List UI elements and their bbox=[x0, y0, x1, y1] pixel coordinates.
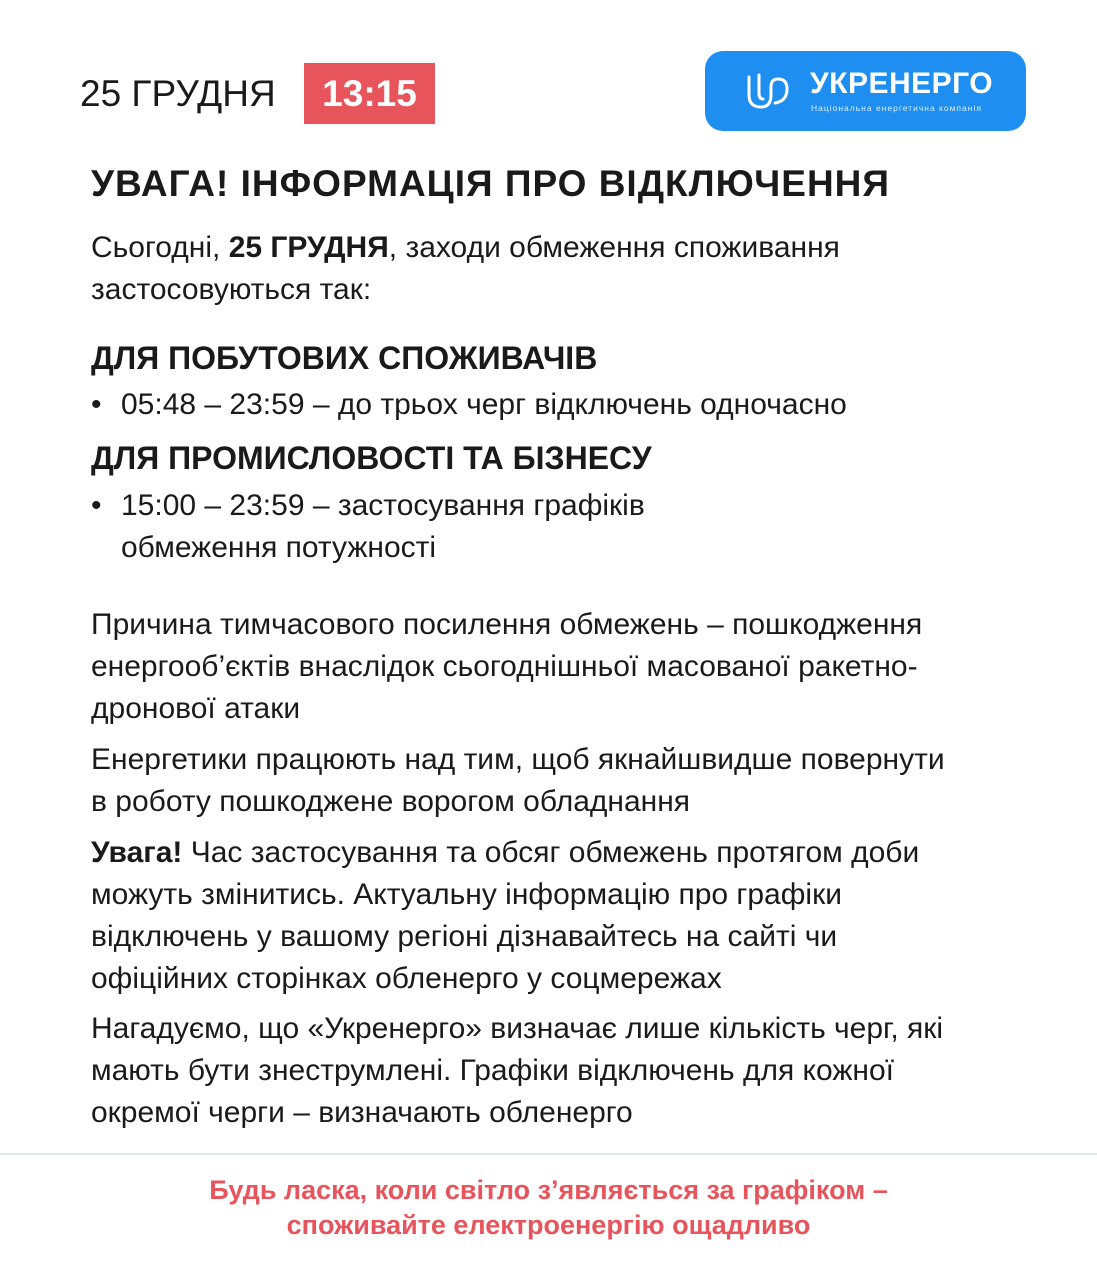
bullet: • bbox=[91, 489, 102, 522]
warning-line-3: відключень у вашому регіоні дізнавайтесь на сайті чи bbox=[91, 920, 838, 953]
warning-line-1: Увага! Час застосування та обсяг обмежень протягом доби bbox=[91, 836, 920, 869]
work-line-1: Енергетики працюють над тим, щоб якнайшвидше повернути bbox=[91, 743, 945, 776]
warning-line-4: офіційних сторінках обленерго у соцмережах bbox=[91, 962, 722, 995]
reason-line-3: дронової атаки bbox=[91, 692, 301, 725]
reason-paragraph bbox=[91, 604, 922, 730]
warning-line-2: можуть змінитись. Актуальну інформацію про графіки bbox=[91, 878, 842, 911]
industry-item-line-2: обмеження потужності bbox=[121, 531, 437, 564]
logo-subtitle: Національна енергетична компанія bbox=[811, 103, 982, 113]
reminder-line-3: окремої черги – визначають обленерго bbox=[91, 1096, 633, 1129]
ukrenergo-logo bbox=[705, 51, 1026, 131]
intro-line-1: Сьогодні, 25 ГРУДНЯ, заходи обмеження споживання bbox=[91, 231, 840, 264]
reminder-line-1: Нагадуємо, що «Укренерго» визначає лише кількість черг, які bbox=[91, 1012, 944, 1045]
industry-item-line-1: 15:00 – 23:59 – застосування графіків bbox=[121, 489, 645, 522]
bullet: • bbox=[91, 388, 102, 421]
reason-line-1: Причина тимчасового посилення обмежень – пошкодження bbox=[91, 608, 923, 641]
warning-bold: Увага! bbox=[91, 836, 183, 869]
ukrenergo-logo-icon bbox=[745, 71, 797, 111]
intro-paragraph bbox=[91, 227, 840, 311]
page-title: УВАГА! ІНФОРМАЦІЯ ПРО ВІДКЛЮЧЕННЯ bbox=[91, 163, 890, 204]
date-label: 25 ГРУДНЯ bbox=[80, 73, 276, 114]
reminder-line-2: мають бути знеструмлені. Графіки відключень для кожної bbox=[91, 1054, 894, 1087]
intro-date: 25 ГРУДНЯ bbox=[228, 231, 389, 264]
footer-line-2: споживайте електроенергію ощадливо bbox=[286, 1210, 811, 1240]
reason-line-2: енергооб’єктів внаслідок сьогоднішньої масованої ракетно- bbox=[91, 650, 918, 683]
reminder-paragraph bbox=[91, 1008, 943, 1134]
industry-heading: ДЛЯ ПРОМИСЛОВОСТІ ТА БІЗНЕСУ bbox=[91, 440, 652, 476]
work-line-2: в роботу пошкоджене ворогом обладнання bbox=[91, 785, 691, 818]
footer-note bbox=[0, 1173, 1097, 1243]
logo-name: УКРЕНЕРГО bbox=[810, 67, 994, 100]
time-badge: 13:15 bbox=[304, 63, 435, 124]
footer-line-1: Будь ласка, коли світло з’являється за графіком – bbox=[209, 1175, 888, 1205]
work-paragraph bbox=[91, 739, 945, 823]
warning-paragraph bbox=[91, 832, 919, 1000]
household-item-text: 05:48 – 23:59 – до трьох черг відключень одночасно bbox=[121, 388, 847, 421]
intro-line-2: застосовуються так: bbox=[91, 273, 372, 306]
divider bbox=[0, 1153, 1097, 1155]
household-heading: ДЛЯ ПОБУТОВИХ СПОЖИВАЧІВ bbox=[91, 340, 598, 376]
